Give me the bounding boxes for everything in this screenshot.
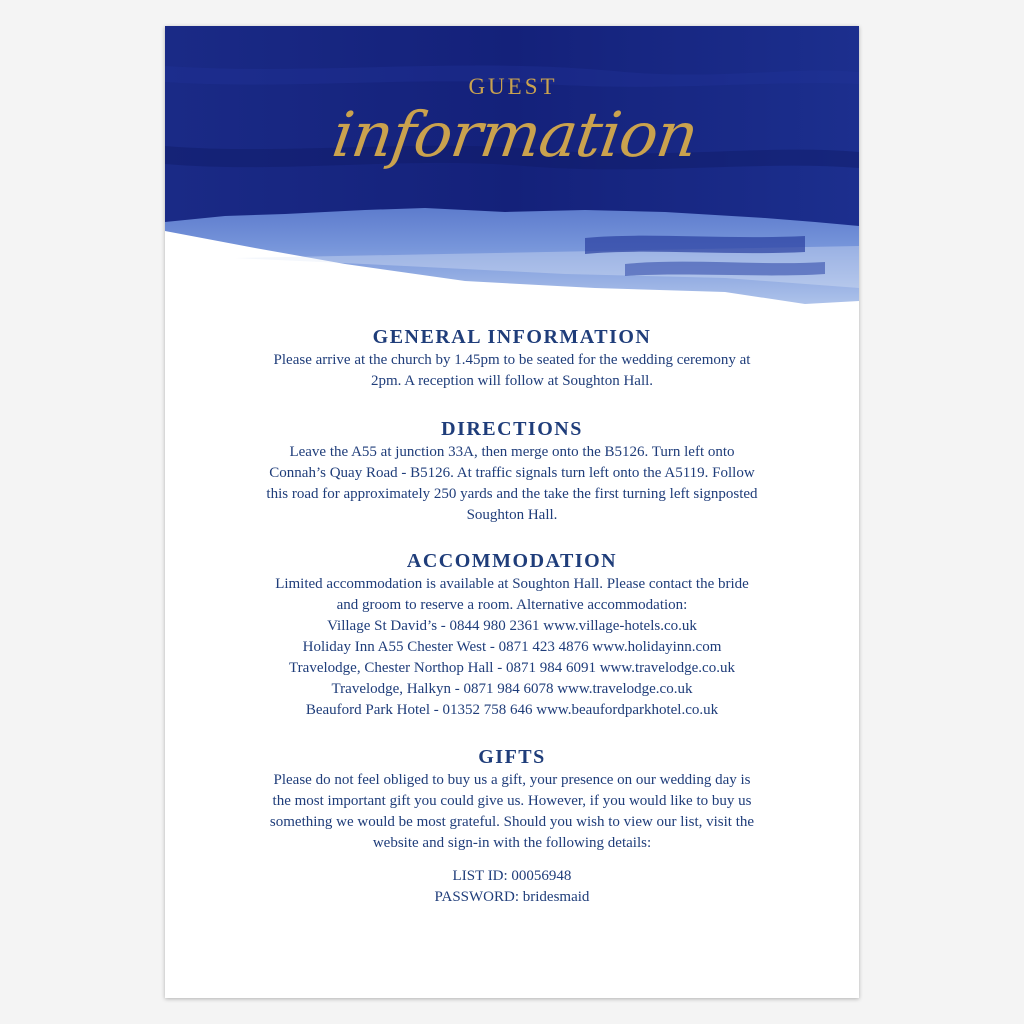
text-line: Limited accommodation is available at Soughton Hall. Please contact the bride <box>275 576 749 592</box>
header-title <box>165 26 859 226</box>
text-line: the most important gift you could give us. However, if you would like to buy us <box>272 793 752 809</box>
hotel-line: Travelodge, Halkyn - 0871 984 6078 www.travelodge.co.uk <box>331 681 693 697</box>
section-general-information <box>165 324 859 392</box>
text-line: something we would be most grateful. Should you wish to view our list, visit the <box>269 814 755 830</box>
text-line: and groom to reserve a room. Alternative accommodation: <box>336 597 688 613</box>
section-body <box>212 442 812 526</box>
text-line: 2pm. A reception will follow at Soughton Hall. <box>370 373 654 389</box>
text-line: website and sign-in with the following details: <box>372 835 652 851</box>
text-line: Please arrive at the church by 1.45pm to be seated for the wedding ceremony at <box>273 352 751 368</box>
section-title: GIFTS <box>478 746 546 768</box>
list-id: LIST ID: 00056948 <box>452 868 572 884</box>
section-gifts <box>165 744 859 908</box>
section-body <box>212 350 812 392</box>
section-directions <box>165 416 859 526</box>
section-title: DIRECTIONS <box>441 418 583 440</box>
section-body <box>212 574 812 721</box>
section-accommodation <box>165 548 859 721</box>
section-body <box>212 770 812 854</box>
title-guest: GUEST <box>468 74 558 99</box>
section-title: GENERAL INFORMATION <box>372 326 652 348</box>
text-line: Connah’s Quay Road - B5126. At traffic signals turn left onto the A5119. Follow <box>269 465 755 481</box>
hotel-line: Travelodge, Chester Northop Hall - 0871 984 6091 www.travelodge.co.uk <box>289 660 735 676</box>
text-line: Please do not feel obliged to buy us a gift, your presence on our wedding day is <box>273 772 751 788</box>
section-title: ACCOMMODATION <box>406 550 618 572</box>
text-line: this road for approximately 250 yards and the take the first turning left signposted <box>266 486 758 502</box>
title-information-script: information <box>328 98 703 171</box>
text-line: Soughton Hall. <box>466 507 558 523</box>
guest-information-card <box>165 26 859 998</box>
hotel-line: Holiday Inn A55 Chester West - 0871 423 4876 www.holidayinn.com <box>302 639 722 655</box>
gift-list-login <box>212 866 812 908</box>
password: PASSWORD: bridesmaid <box>434 889 590 905</box>
text-line: Leave the A55 at junction 33A, then merge onto the B5126. Turn left onto <box>289 444 735 460</box>
hotel-line: Village St David’s - 0844 980 2361 www.village-hotels.co.uk <box>327 618 697 634</box>
hotel-line: Beauford Park Hotel - 01352 758 646 www.beaufordparkhotel.co.uk <box>305 702 719 718</box>
